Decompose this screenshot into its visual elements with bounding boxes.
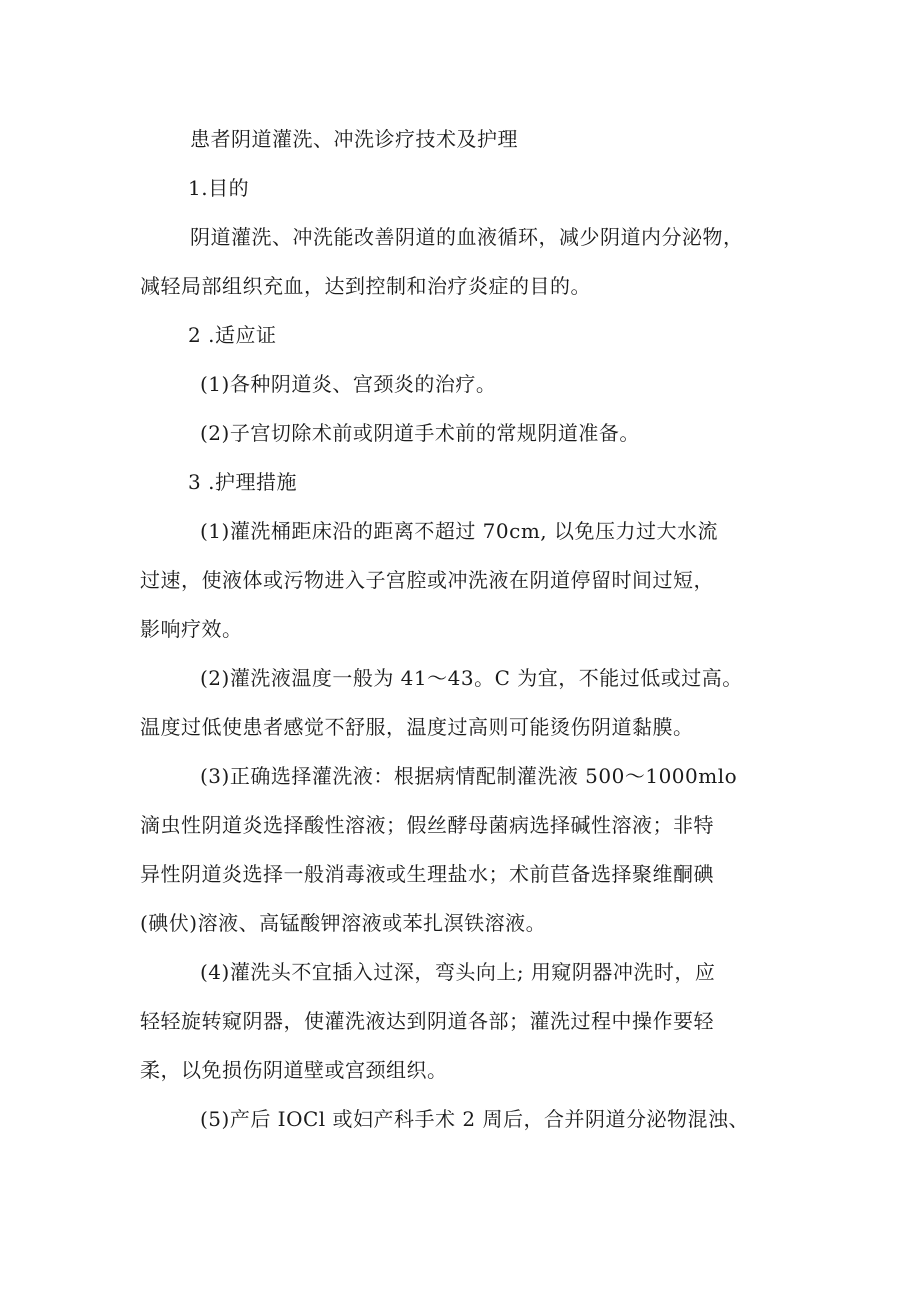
indication-item: (1)各种阴道炎、宫颈炎的治疗。 [200,372,497,396]
section-heading-purpose: 1.目的 [188,176,250,200]
section-heading-nursing-measures: 3 .护理措施 [188,470,297,494]
indication-item: (2)子宫切除术前或阴道手术前的常规阴道准备。 [200,421,640,445]
nursing-item-line: (4)灌洗头不宜插入过深，弯头向上; 用窥阴器冲洗时，应 [200,960,716,984]
nursing-item-line: 温度过低使患者感觉不舒服，温度过高则可能烫伤阴道黏膜。 [140,715,694,739]
nursing-item-line: (碘伏)溶液、高锰酸钾溶液或苯扎溟铁溶液。 [140,911,547,935]
nursing-item-line: (1)灌洗桶距床沿的距离不超过 70cm, 以免压力过大水流 [200,519,719,543]
nursing-item-line: 影响疗效。 [140,617,243,641]
nursing-item-line: (2)灌洗液温度一般为 41～43。C 为宜，不能过低或过高。 [200,666,743,690]
nursing-item-line: 轻轻旋转窥阴器，使灌洗液达到阴道各部；灌洗过程中操作要轻 [140,1009,714,1033]
nursing-item-line: (5)产后 IOCl 或妇产科手术 2 周后，合并阴道分泌物混浊、 [200,1107,749,1131]
purpose-paragraph-line: 减轻局部组织充血，达到控制和治疗炎症的目的。 [140,274,591,298]
purpose-paragraph-line: 阴道灌洗、冲洗能改善阴道的血液循环，减少阴道内分泌物， [190,225,744,249]
section-heading-indications: 2 .适应证 [188,323,277,347]
document-title: 患者阴道灌洗、冲洗诊疗技术及护理 [190,127,518,151]
nursing-item-line: 过速，使液体或污物进入子宫腔或冲洗液在阴道停留时间过短， [140,568,714,592]
nursing-item-line: 异性阴道炎选择一般消毒液或生理盐水；术前苣备选择聚维酮碘 [140,862,714,886]
nursing-item-line: 滴虫性阴道炎选择酸性溶液；假丝酵母菌病选择碱性溶液；非特 [140,813,714,837]
nursing-item-line: (3)正确选择灌洗液：根据病情配制灌洗液 500～1000mlo [200,764,738,788]
nursing-item-line: 柔，以免损伤阴道壁或宫颈组织。 [140,1058,448,1082]
